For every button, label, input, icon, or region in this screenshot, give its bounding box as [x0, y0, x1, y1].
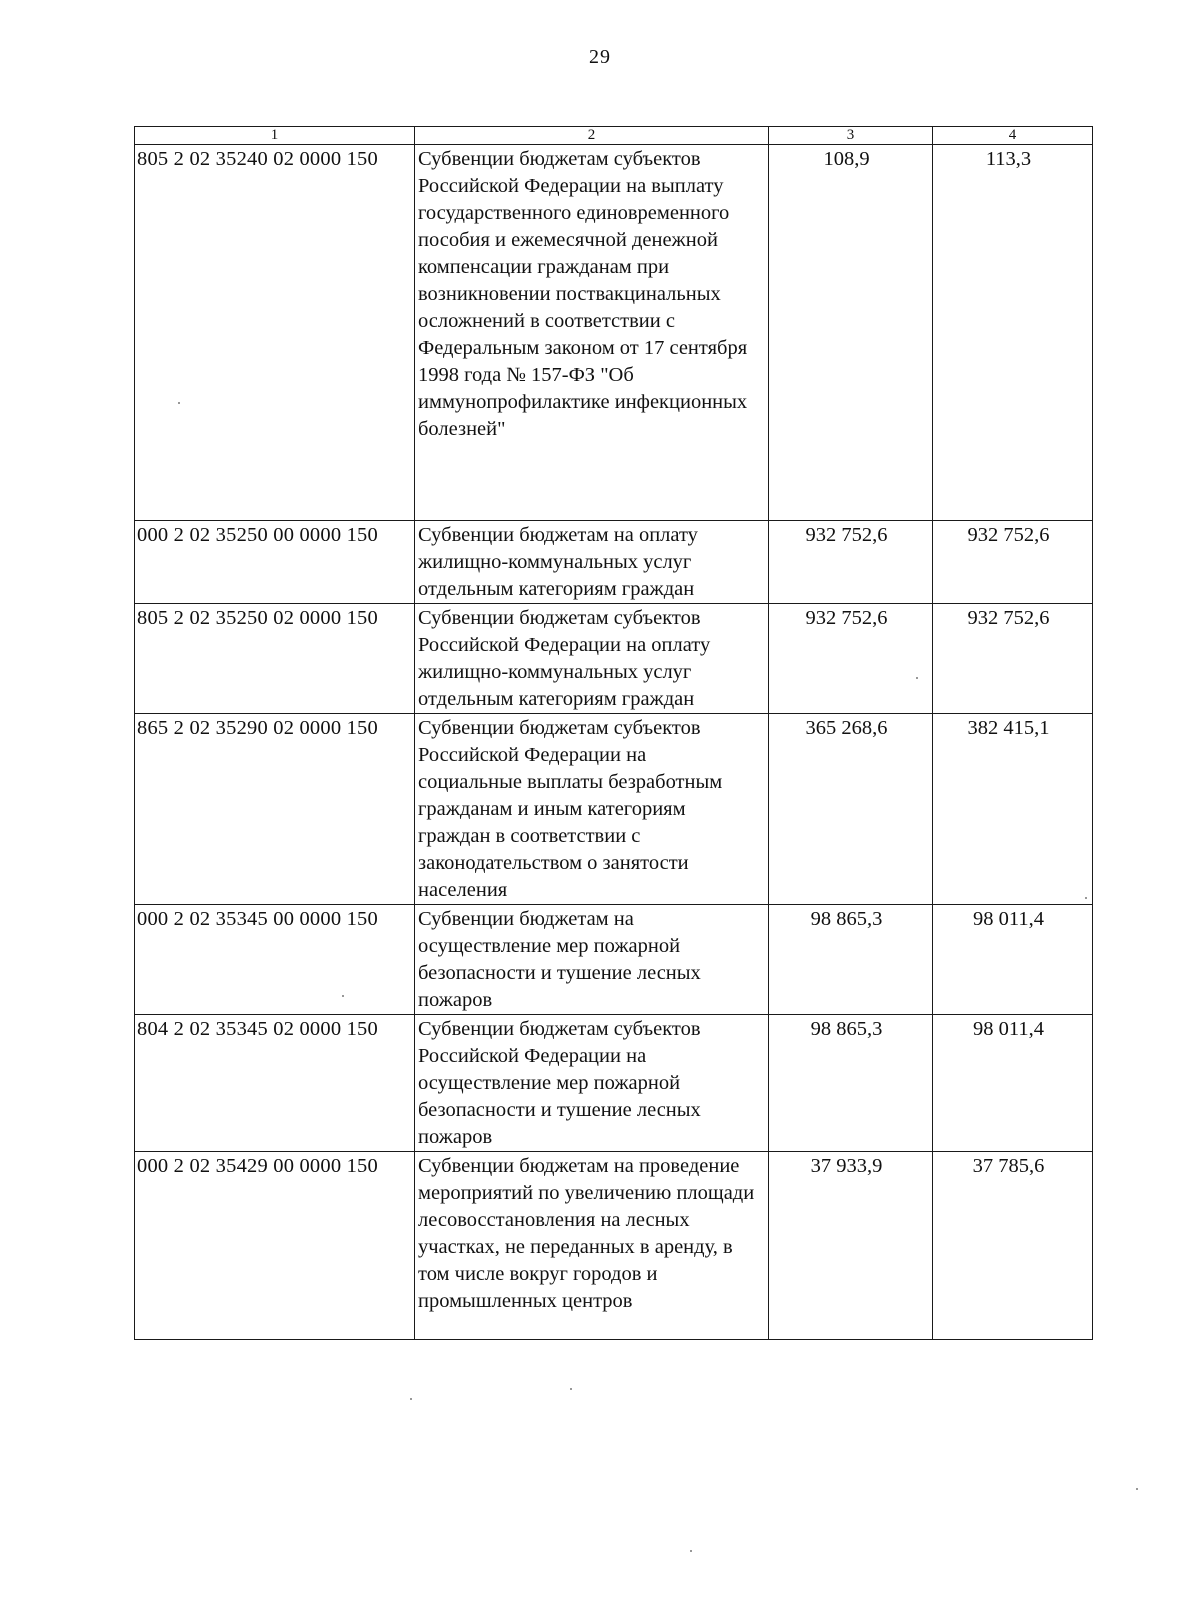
scan-speck — [178, 402, 180, 404]
table-row — [135, 145, 1093, 521]
table-row — [135, 714, 1093, 905]
value-col3-cell: 37 933,9 — [769, 1152, 933, 1340]
description-text: Субвенции бюджетам на проведение мероприятий по увеличению площади лесовосстановления на лесных участках, не переданных в аренду, в том числе вокруг городов и промышленных центров — [418, 1155, 755, 1312]
description-text: Субвенции бюджетам на осуществление мер пожарной безопасности и тушение лесных пожаров — [418, 908, 701, 1011]
table-row — [135, 521, 1093, 604]
value-col4-cell: 98 011,4 — [933, 905, 1093, 1015]
table-row — [135, 604, 1093, 714]
description-text: Субвенции бюджетам субъектов Российской Федерации на осуществление мер пожарной безопасности и тушение лесных пожаров — [418, 1018, 701, 1148]
scan-speck — [690, 1550, 692, 1552]
scan-speck — [916, 677, 918, 679]
description-cell — [415, 1015, 769, 1152]
budget-code-cell: 000 2 02 35429 00 0000 150 — [135, 1152, 415, 1340]
description-cell — [415, 145, 769, 521]
value-col4-cell: 932 752,6 — [933, 521, 1093, 604]
description-text: Субвенции бюджетам субъектов Российской Федерации на социальные выплаты безработным гражданам и иным категориям граждан в соответствии с законодательством о занятости населения — [418, 717, 723, 901]
description-cell — [415, 521, 769, 604]
value-col3-cell: 108,9 — [769, 145, 933, 521]
value-col3-cell: 98 865,3 — [769, 905, 933, 1015]
value-col3-cell: 932 752,6 — [769, 521, 933, 604]
budget-code-cell: 000 2 02 35345 00 0000 150 — [135, 905, 415, 1015]
scan-speck — [410, 1398, 412, 1400]
description-cell — [415, 714, 769, 905]
column-header-1: 1 — [135, 127, 415, 145]
description-cell — [415, 1152, 769, 1340]
description-cell — [415, 604, 769, 714]
scan-speck — [570, 1388, 572, 1390]
value-col3-cell: 932 752,6 — [769, 604, 933, 714]
column-header-4: 4 — [933, 127, 1093, 145]
table-row — [135, 905, 1093, 1015]
description-text: Субвенции бюджетам субъектов Российской Федерации на выплату государственного единовременного пособия и ежемесячной денежной компенсации гражданам при возникновении поствакцинальных осложнений в соответствии с Федеральным законом от 17 сентября 1998 года № 157-ФЗ "Об иммунопрофилактике инфекционных болезней" — [418, 148, 748, 440]
scan-speck — [342, 995, 344, 997]
budget-code-cell: 805 2 02 35250 02 0000 150 — [135, 604, 415, 714]
description-text: Субвенции бюджетам на оплату жилищно-коммунальных услуг отдельным категориям граждан — [418, 524, 698, 600]
value-col4-cell: 382 415,1 — [933, 714, 1093, 905]
description-text: Субвенции бюджетам субъектов Российской Федерации на оплату жилищно-коммунальных услуг отдельным категориям граждан — [418, 607, 711, 710]
value-col4-cell: 98 011,4 — [933, 1015, 1093, 1152]
budget-code-cell: 000 2 02 35250 00 0000 150 — [135, 521, 415, 604]
value-col4-cell: 113,3 — [933, 145, 1093, 521]
table-row — [135, 1152, 1093, 1340]
scan-speck — [1136, 1488, 1138, 1490]
budget-code-cell: 805 2 02 35240 02 0000 150 — [135, 145, 415, 521]
column-number-row — [135, 127, 1093, 145]
value-col3-cell: 98 865,3 — [769, 1015, 933, 1152]
value-col4-cell: 37 785,6 — [933, 1152, 1093, 1340]
column-header-3: 3 — [769, 127, 933, 145]
value-col3-cell: 365 268,6 — [769, 714, 933, 905]
budget-table — [134, 126, 1093, 1340]
page-number: 29 — [589, 46, 611, 68]
column-header-2: 2 — [415, 127, 769, 145]
budget-code-cell: 804 2 02 35345 02 0000 150 — [135, 1015, 415, 1152]
description-cell — [415, 905, 769, 1015]
table-row — [135, 1015, 1093, 1152]
budget-code-cell: 865 2 02 35290 02 0000 150 — [135, 714, 415, 905]
value-col4-cell: 932 752,6 — [933, 604, 1093, 714]
scan-speck — [1085, 897, 1087, 899]
